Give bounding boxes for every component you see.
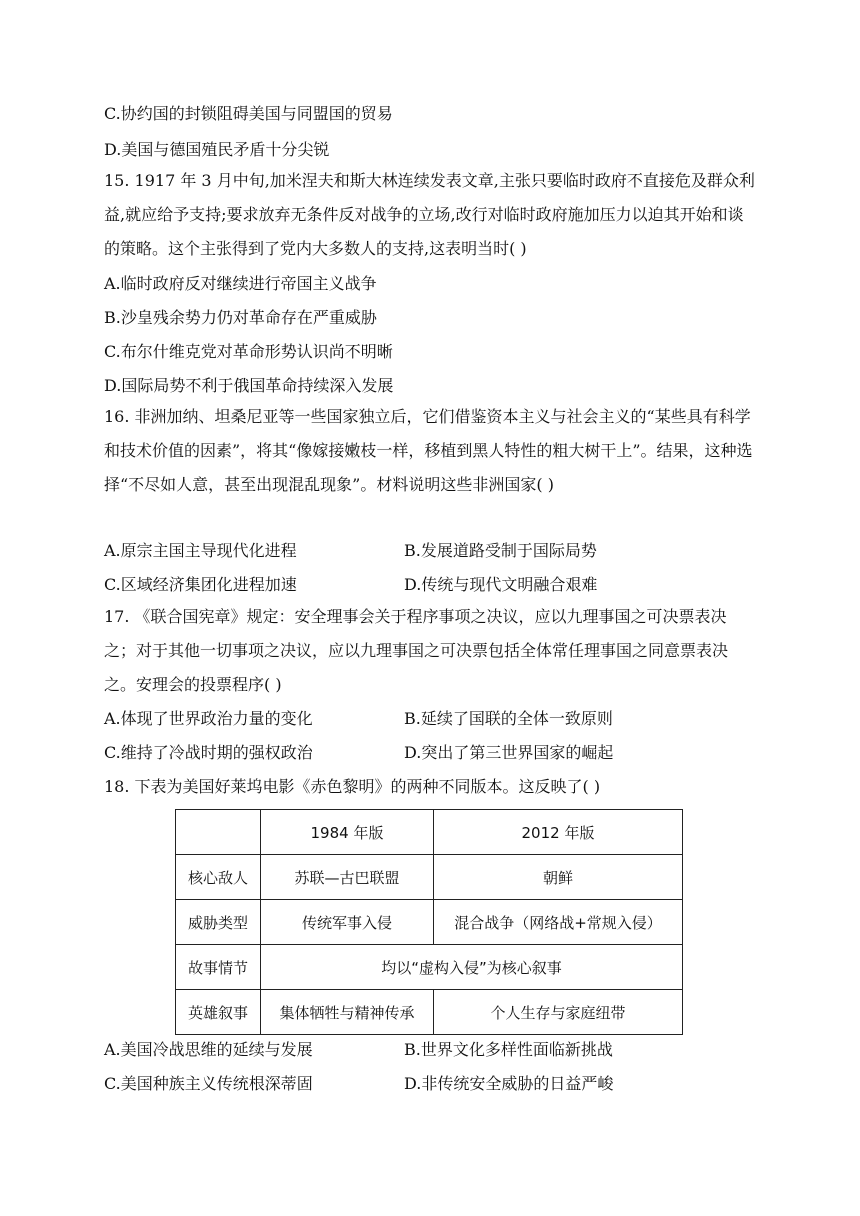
q16-options-row1 bbox=[104, 541, 597, 561]
q15-option-b: B.沙皇残余势力仍对革命存在严重威胁 bbox=[104, 308, 377, 327]
q18-option-c: C.美国种族主义传统根深蒂固 bbox=[104, 1074, 313, 1093]
q18-options-row1 bbox=[104, 1040, 613, 1060]
table-cell: 苏联—古巴联盟 bbox=[261, 855, 434, 900]
q16-option-c: C.区域经济集团化进程加速 bbox=[104, 575, 297, 594]
table-row bbox=[176, 990, 683, 1035]
q16-option-d: D.传统与现代文明融合艰难 bbox=[404, 575, 598, 594]
table-row bbox=[176, 855, 683, 900]
q17-option-b: B.延续了国联的全体一致原则 bbox=[404, 709, 613, 728]
q17-option-d: D.突出了第三世界国家的崛起 bbox=[404, 743, 614, 762]
table-cell: 混合战争（网络战+常规入侵） bbox=[434, 900, 683, 945]
q16-option-b: B.发展道路受制于国际局势 bbox=[404, 541, 597, 560]
q17-option-c: C.维持了冷战时期的强权政治 bbox=[104, 743, 313, 762]
q15-option-a: A.临时政府反对继续进行帝国主义战争 bbox=[104, 274, 377, 293]
film-version-table bbox=[175, 809, 683, 1035]
q15-stem: 15. 1917 年 3 月中旬,加米涅夫和斯大林连续发表文章,主张只要临时政府不直接危及群众利益,就应给予支持;要求放弃无条件反对战争的立场,改行对临时政府施加压力以迫其开始和谈的策略。这个主张得到了党内大多数人的支持,这表明当时( ) bbox=[104, 171, 755, 258]
q18-option-d: D.非传统安全威胁的日益严峻 bbox=[404, 1074, 614, 1093]
q14-option-c: C.协约国的封锁阻碍美国与同盟国的贸易 bbox=[104, 104, 393, 123]
q18-stem: 18. 下表为美国好莱坞电影《赤色黎明》的两种不同版本。这反映了( ) bbox=[104, 777, 601, 796]
q17-options-row2 bbox=[104, 743, 614, 763]
q18-option-a: A.美国冷战思维的延续与发展 bbox=[104, 1040, 313, 1059]
table-merged-cell: 均以“虚构入侵”为核心叙事 bbox=[261, 945, 683, 990]
table-cell: 集体牺牲与精神传承 bbox=[261, 990, 434, 1035]
table-cell: 个人生存与家庭纽带 bbox=[434, 990, 683, 1035]
q17-stem: 17. 《联合国宪章》规定：安全理事会关于程序事项之决议，应以九理事国之可决票表决之；对于其他一切事项之决议，应以九理事国之可决票包括全体常任理事国之同意票表决之。安理会的投票程序( ) bbox=[104, 607, 729, 694]
q17-options-row1 bbox=[104, 709, 613, 729]
q18-options-row2 bbox=[104, 1074, 614, 1094]
table-cell: 朝鲜 bbox=[434, 855, 683, 900]
table-header-row bbox=[176, 810, 683, 855]
table-header-1984: 1984 年版 bbox=[261, 810, 434, 855]
table-corner-cell bbox=[176, 810, 261, 855]
table-row bbox=[176, 945, 683, 990]
q16-option-a: A.原宗主国主导现代化进程 bbox=[104, 541, 297, 560]
q18-option-b: B.世界文化多样性面临新挑战 bbox=[404, 1040, 613, 1059]
q17-option-a: A.体现了世界政治力量的变化 bbox=[104, 709, 313, 728]
q14-option-d: D.美国与德国殖民矛盾十分尖锐 bbox=[104, 140, 330, 159]
q15-option-d: D.国际局势不利于俄国革命持续深入发展 bbox=[104, 376, 394, 395]
q16-stem: 16. 非洲加纳、坦桑尼亚等一些国家独立后，它们借鉴资本主义与社会主义的“某些具有科学和技术价值的因素”，将其“像嫁接嫩枝一样，移植到黑人特性的粗大树干上”。结果，这种选择“不尽如人意，甚至出现混乱现象”。材料说明这些非洲国家( ) bbox=[104, 407, 753, 494]
row-label: 英雄叙事 bbox=[176, 990, 261, 1035]
table-header-2012: 2012 年版 bbox=[434, 810, 683, 855]
q16-options-row2 bbox=[104, 575, 598, 595]
table-row bbox=[176, 900, 683, 945]
q15-option-c: C.布尔什维克党对革命形势认识尚不明晰 bbox=[104, 342, 393, 361]
row-label: 故事情节 bbox=[176, 945, 261, 990]
table-cell: 传统军事入侵 bbox=[261, 900, 434, 945]
row-label: 威胁类型 bbox=[176, 900, 261, 945]
row-label: 核心敌人 bbox=[176, 855, 261, 900]
